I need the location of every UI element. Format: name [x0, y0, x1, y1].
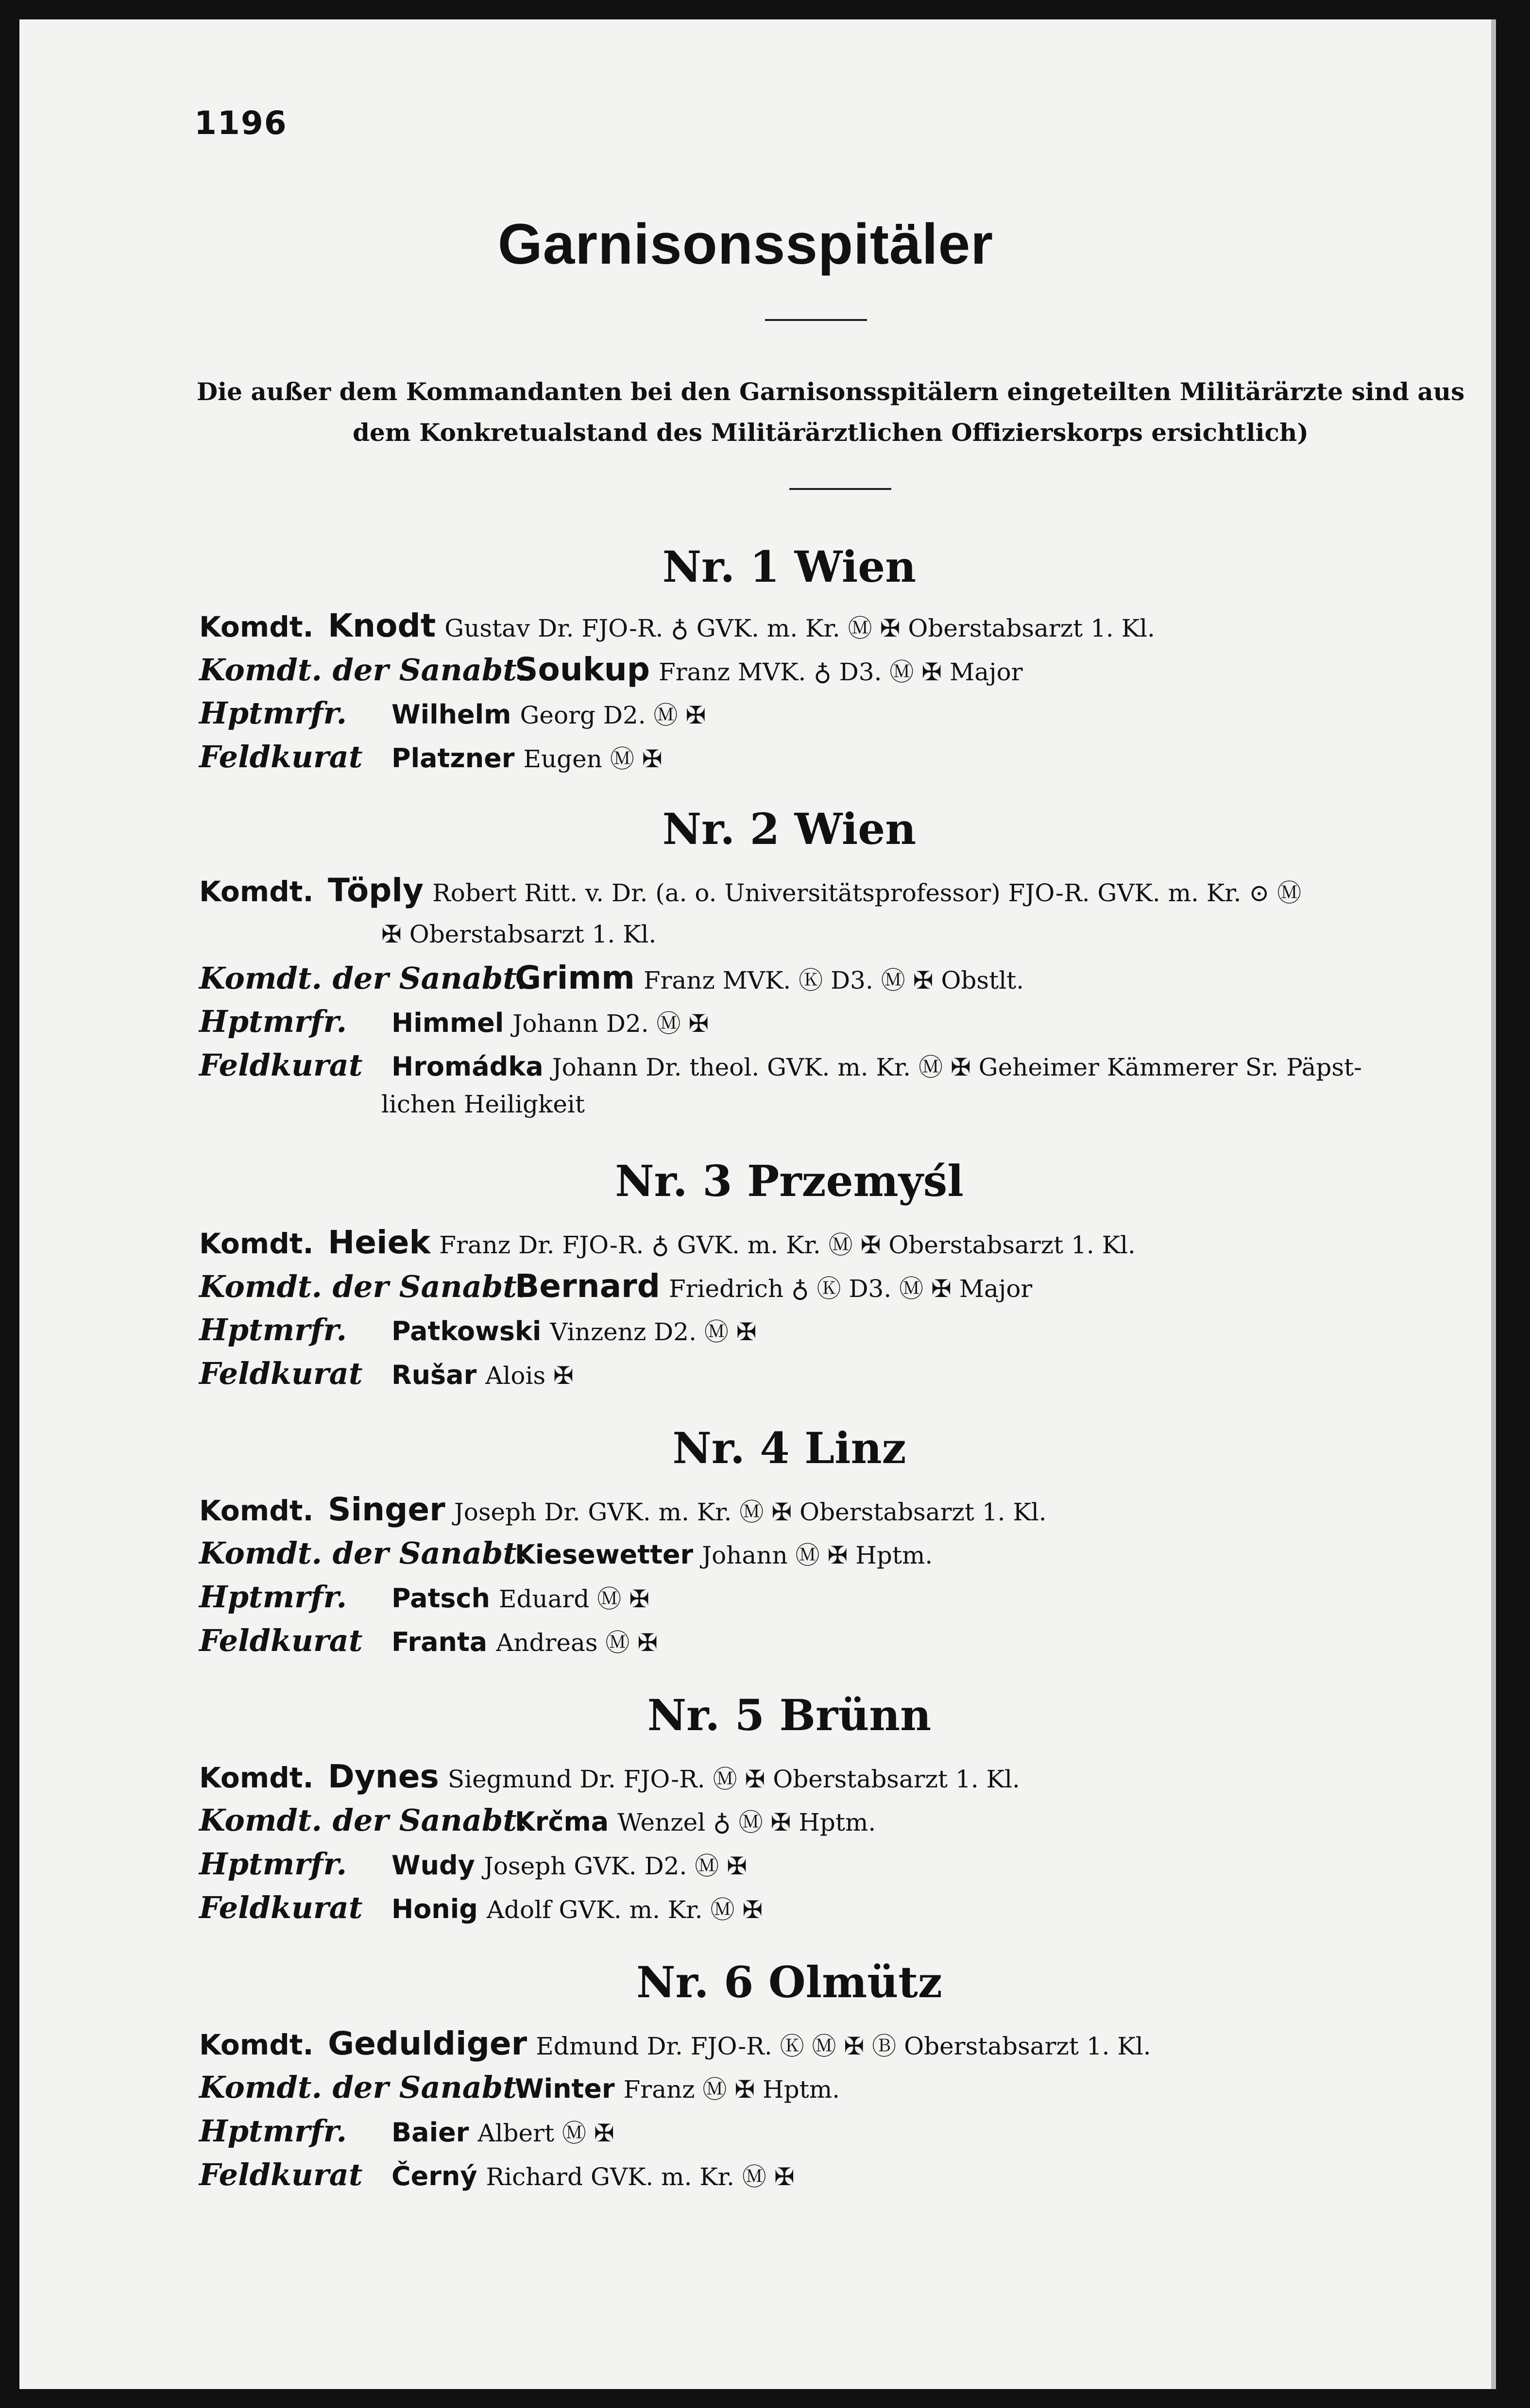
entry-row: [199, 1488, 1462, 1533]
entry-details: Richard GVK. m. Kr. Ⓜ ✠: [486, 2163, 795, 2191]
page-title: Garnisonsspitäler: [497, 212, 994, 276]
entry-details: Franz Ⓜ ✠ Hptm.: [623, 2075, 840, 2104]
entry-details: Friedrich ♁ Ⓚ D3. Ⓜ ✠ Major: [668, 1275, 1033, 1303]
entry-details-cont: ✠ Oberstabsarzt 1. Kl.: [381, 920, 657, 948]
entry-details: Joseph Dr. GVK. m. Kr. Ⓜ ✠ Oberstabsarzt 1. Kl.: [454, 1498, 1047, 1526]
entry-details: Albert Ⓜ ✠: [477, 2119, 614, 2147]
entry-name: Krčma: [515, 1806, 609, 1837]
entry-name: Patsch: [391, 1583, 490, 1614]
section-heading-nr5: Nr. 5 Brünn: [647, 1690, 932, 1740]
entry-row: [199, 1799, 1462, 1844]
entry-continuation: [199, 1083, 1530, 1126]
entry-name: Kiesewetter: [515, 1539, 694, 1570]
entry-label: Feldkurat: [199, 1623, 363, 1658]
entry-row: [199, 957, 1462, 1002]
entry-label: Hptmrfr.: [199, 695, 347, 731]
entry-label: Komdt.: [199, 1761, 314, 1794]
entry-label: Hptmrfr.: [199, 1004, 347, 1039]
entry-details: Johann Dr. theol. GVK. m. Kr. Ⓜ ✠ Geheimer Kämmerer Sr. Päpst-: [552, 1053, 1362, 1081]
entry-label: Komdt.: [199, 2028, 314, 2061]
entry-label: Komdt.: [199, 1227, 314, 1260]
entry-name: Patkowski: [391, 1316, 542, 1347]
entry-name: Černý: [391, 2161, 477, 2191]
entry-details: Johann Ⓜ ✠ Hptm.: [702, 1541, 933, 1569]
entry-row: [199, 2022, 1462, 2068]
entry-details: Robert Ritt. v. Dr. (a. o. Universitätsprofessor) FJO-R. GVK. m. Kr. ⊙ Ⓜ: [432, 879, 1302, 907]
entry-label: Komdt.: [199, 875, 314, 908]
entry-name: Baier: [391, 2117, 469, 2148]
entry-row: [199, 1619, 1462, 1664]
entry-name: Geduldiger: [328, 2025, 527, 2062]
entry-details: Siegmund Dr. FJO-R. Ⓜ ✠ Oberstabsarzt 1. Kl.: [447, 1765, 1020, 1793]
entry-label: Feldkurat: [199, 1890, 363, 1925]
entry-row: [199, 1576, 1462, 1620]
entry-name: Dynes: [328, 1758, 439, 1795]
entry-row: [199, 1532, 1462, 1577]
entry-name: Wilhelm: [391, 699, 511, 730]
entry-row: [199, 605, 1462, 650]
entry-row: [199, 1886, 1462, 1931]
entry-details: Gustav Dr. FJO-R. ♁ GVK. m. Kr. Ⓜ ✠ Oberstabsarzt 1. Kl.: [444, 614, 1155, 642]
entry-details: Adolf GVK. m. Kr. Ⓜ ✠: [486, 1896, 763, 1924]
entry-name: Singer: [328, 1491, 445, 1528]
entry-row: [199, 869, 1462, 914]
entry-row: [199, 1000, 1462, 1045]
intro-divider: [789, 488, 891, 490]
entry-label: Hptmrfr.: [199, 1579, 347, 1615]
entry-details: Franz MVK. ♁ D3. Ⓜ ✠ Major: [659, 658, 1023, 686]
entry-name: Winter: [515, 2073, 615, 2104]
entry-name: Platzner: [391, 743, 515, 774]
entry-details: Alois ✠: [485, 1362, 574, 1390]
entry-name: Soukup: [515, 651, 650, 688]
entry-details: Vinzenz D2. Ⓜ ✠: [550, 1318, 757, 1346]
entry-label: Komdt. der Sanabt.: [199, 1802, 527, 1838]
section-heading-nr4: Nr. 4 Linz: [672, 1423, 906, 1473]
entry-row: [199, 2154, 1462, 2198]
page-number: 1196: [194, 104, 288, 142]
entry-row: [199, 1843, 1462, 1887]
entry-name: Rušar: [391, 1360, 477, 1390]
entry-details: Joseph GVK. D2. Ⓜ ✠: [483, 1852, 748, 1880]
entry-label: Hptmrfr.: [199, 1846, 347, 1882]
entry-details: Georg D2. Ⓜ ✠: [520, 701, 706, 729]
entry-label: Komdt. der Sanabt.: [199, 2070, 527, 2105]
entry-label: Feldkurat: [199, 1356, 363, 1391]
entry-continuation: [199, 913, 1530, 956]
entry-details: Johann D2. Ⓜ ✠: [512, 1010, 709, 1038]
entry-name: Heiek: [328, 1224, 431, 1261]
entry-name: Töply: [328, 872, 424, 909]
entry-row: [199, 1221, 1462, 1266]
entry-row: [199, 648, 1462, 693]
entry-label: Komdt. der Sanabt.: [199, 1269, 527, 1304]
entry-row: [199, 1755, 1462, 1801]
entry-label: Komdt.: [199, 1494, 314, 1527]
entry-row: [199, 1265, 1462, 1310]
entry-name: Grimm: [515, 959, 635, 996]
entry-details: Andreas Ⓜ ✠: [496, 1629, 658, 1657]
entry-details: Franz Dr. FJO-R. ♁ GVK. m. Kr. Ⓜ ✠ Oberstabsarzt 1. Kl.: [439, 1231, 1136, 1259]
entry-details: Eduard Ⓜ ✠: [498, 1585, 650, 1613]
section-heading-nr6: Nr. 6 Olmütz: [636, 1957, 942, 2007]
entry-label: Komdt.: [199, 610, 314, 643]
entry-details: Wenzel ♁ Ⓜ ✠ Hptm.: [617, 1808, 876, 1836]
entry-name: Knodt: [328, 607, 436, 644]
entry-row: [199, 736, 1462, 780]
entry-label: Hptmrfr.: [199, 2113, 347, 2149]
entry-details: Franz MVK. Ⓚ D3. Ⓜ ✠ Obstlt.: [643, 966, 1024, 994]
entry-label: Feldkurat: [199, 739, 363, 775]
section-heading-nr1: Nr. 1 Wien: [662, 541, 917, 592]
entry-name: Honig: [391, 1894, 478, 1924]
entry-details: Eugen Ⓜ ✠: [523, 745, 663, 773]
entry-name: Himmel: [391, 1008, 504, 1038]
entry-name: Franta: [391, 1627, 488, 1657]
entry-label: Komdt. der Sanabt.: [199, 960, 527, 996]
entry-label: Hptmrfr.: [199, 1312, 347, 1347]
entry-details: Edmund Dr. FJO-R. Ⓚ Ⓜ ✠ Ⓑ Oberstabsarzt 1. Kl.: [536, 2032, 1151, 2060]
entry-row: [199, 1044, 1462, 1089]
entry-label: Feldkurat: [199, 2157, 363, 2192]
entry-row: [199, 2066, 1462, 2111]
entry-row: [199, 1352, 1462, 1397]
entry-name: Bernard: [515, 1267, 660, 1305]
entry-label: Feldkurat: [199, 1047, 363, 1083]
entry-name: Wudy: [391, 1850, 475, 1881]
section-heading-nr2: Nr. 2 Wien: [662, 804, 917, 854]
entry-row: [199, 692, 1462, 737]
document-page: [19, 19, 1496, 2389]
intro-note: Die außer dem Kommandanten bei den Garnisonsspitälern eingeteilten Militärärzte sind aus dem Konkretualstand des Militärärztlichen Offizierskorps ersichtlich): [196, 377, 1465, 447]
entry-row: [199, 2110, 1462, 2155]
entry-label: Komdt. der Sanabt.: [199, 1535, 527, 1571]
section-heading-nr3: Nr. 3 Przemyśl: [615, 1156, 964, 1206]
entry-label: Komdt. der Sanabt.: [199, 652, 527, 688]
entry-row: [199, 1309, 1462, 1353]
entry-name: Hromádka: [391, 1051, 544, 1082]
title-divider: [765, 319, 867, 321]
entry-details-cont: lichen Heiligkeit: [381, 1090, 585, 1118]
